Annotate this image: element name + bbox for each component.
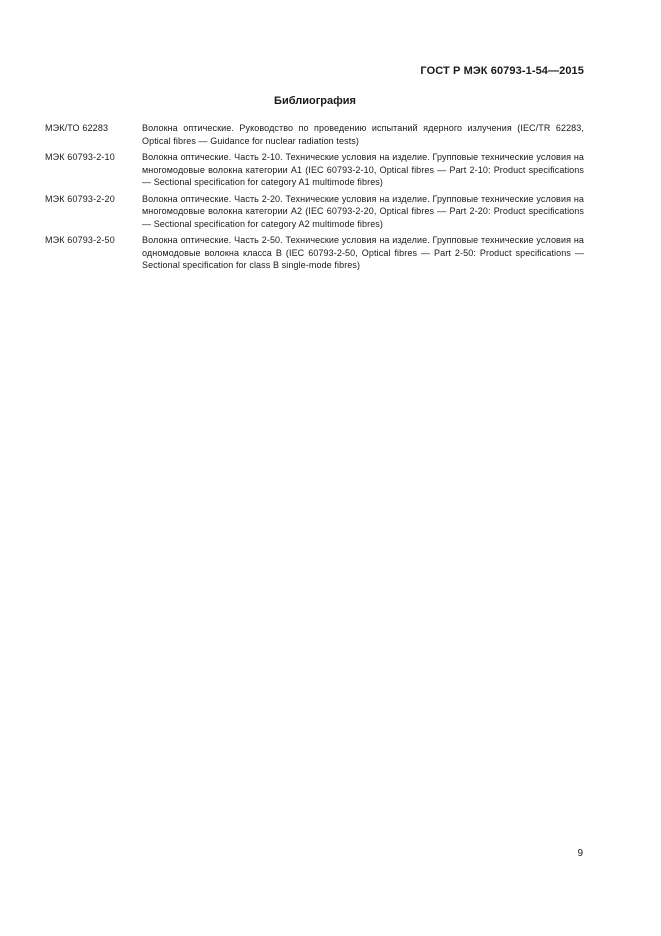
reference-description: Волокна оптические. Часть 2-10. Технические условия на изделие. Групповые технические условия на многомодовые волокна категории А1 (IEC 60793-2-10, Optical fibres — Part 2-10: Product specifications — Sectional specification for category A1 multimode fibres) (142, 152, 584, 187)
reference-description: Волокна оптические. Часть 2-50. Технические условия на изделие. Групповые технические условия на одномодовые волокна класса В (IEC 60793-2-50, Optical fibres — Part 2-50: Product specifications — Sectional specification for class B single-mode fibres) (142, 235, 584, 270)
bibliography-list (45, 122, 584, 276)
bibliography-entry (45, 151, 584, 189)
page-number: 9 (577, 848, 583, 859)
reference-description: Волокна оптические. Руководство по проведению испытаний ядерного излучения (IEC/TR 62283, Optical fibres — Guidance for nuclear radiation tests) (142, 123, 584, 146)
bibliography-entry (45, 193, 584, 231)
bibliography-title: Библиография (274, 95, 356, 107)
reference-description: Волокна оптические. Часть 2-20. Технические условия на изделие. Групповые технические условия на многомодовые волокна категории А2 (IEC 60793-2-20, Optical fibres — Part 2-20: Product specifications — Sectional specification for category A2 multimode fibres) (142, 193, 584, 229)
bibliography-entry (45, 234, 584, 272)
reference-code: МЭК 60793-2-50 (45, 235, 115, 245)
reference-code: МЭК/ТО 62283 (45, 123, 109, 133)
reference-code: МЭК 60793-2-20 (45, 193, 115, 204)
document-standard-id: ГОСТ Р МЭК 60793-1-54—2015 (420, 65, 584, 77)
bibliography-entry (45, 122, 584, 147)
reference-code: МЭК 60793-2-10 (45, 152, 115, 162)
